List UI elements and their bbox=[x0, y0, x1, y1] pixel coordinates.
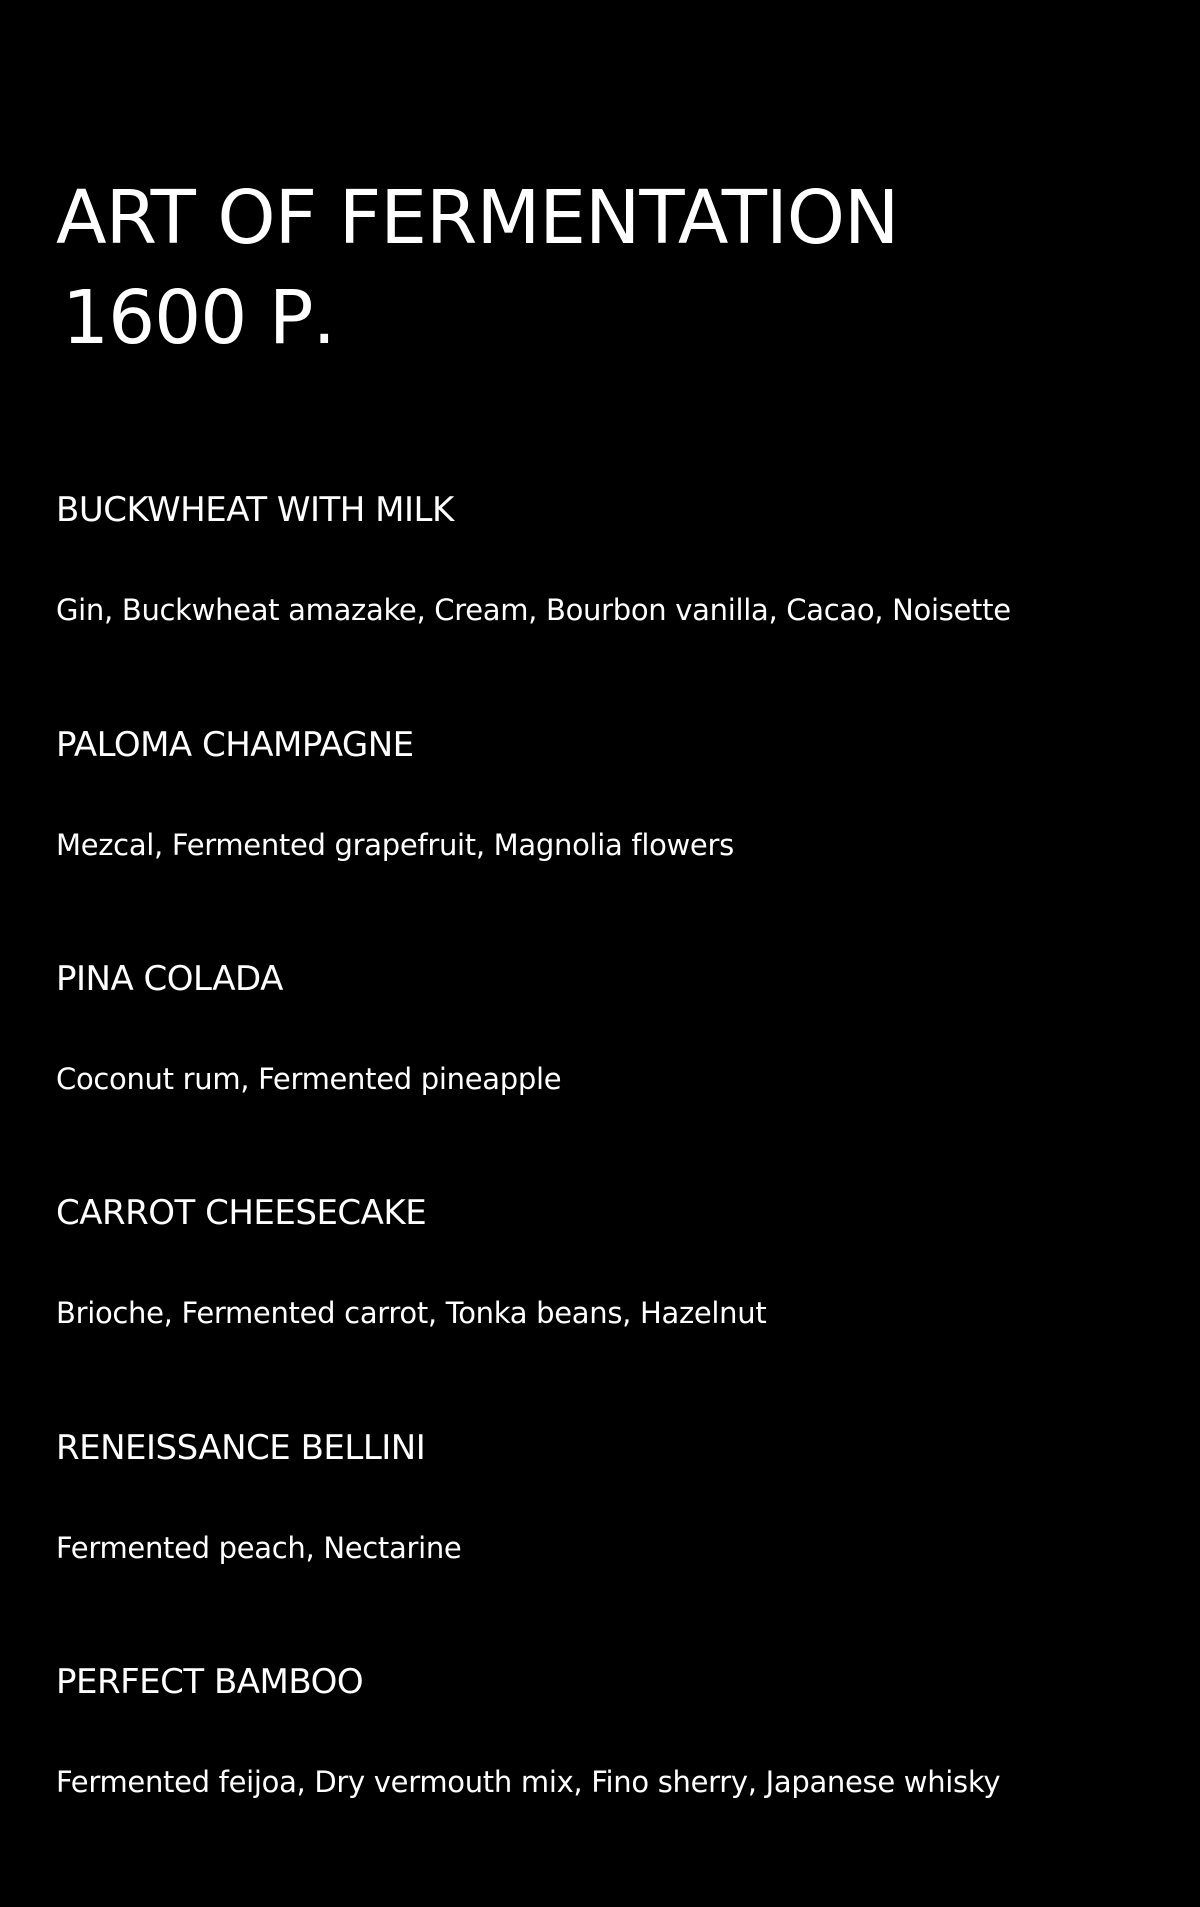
item-name: PINA COLADA bbox=[56, 959, 283, 999]
menu-title-block bbox=[56, 168, 898, 368]
menu-item-paloma-champagne bbox=[56, 725, 1144, 862]
item-name: CARROT CHEESECAKE bbox=[56, 1193, 427, 1233]
menu-title: ART OF FERMENTATION bbox=[56, 175, 899, 261]
item-description: Gin, Buckwheat amazake, Cream, Bourbon vanilla, Cacao, Noisette bbox=[56, 593, 1011, 627]
item-name: PALOMA CHAMPAGNE bbox=[56, 725, 414, 765]
menu-item-reneissance-bellini bbox=[56, 1428, 1144, 1565]
item-description: Mezcal, Fermented grapefruit, Magnolia flowers bbox=[56, 828, 734, 862]
item-description: Fermented feijoa, Dry vermouth mix, Fino sherry, Japanese whisky bbox=[56, 1765, 1001, 1799]
item-name: PERFECT BAMBOO bbox=[56, 1662, 364, 1702]
item-description: Brioche, Fermented carrot, Tonka beans, Hazelnut bbox=[56, 1296, 767, 1330]
item-name: BUCKWHEAT WITH MILK bbox=[56, 490, 454, 530]
item-description: Fermented peach, Nectarine bbox=[56, 1531, 462, 1565]
menu-item-carrot-cheesecake bbox=[56, 1193, 1144, 1330]
menu-price: 1600 Р. bbox=[62, 275, 335, 361]
menu-item-pina-colada bbox=[56, 959, 1144, 1096]
item-description: Coconut rum, Fermented pineapple bbox=[56, 1062, 562, 1096]
item-name: RENEISSANCE BELLINI bbox=[56, 1428, 426, 1468]
menu-item-perfect-bamboo bbox=[56, 1662, 1144, 1799]
menu-item-buckwheat-with-milk bbox=[56, 490, 1144, 627]
